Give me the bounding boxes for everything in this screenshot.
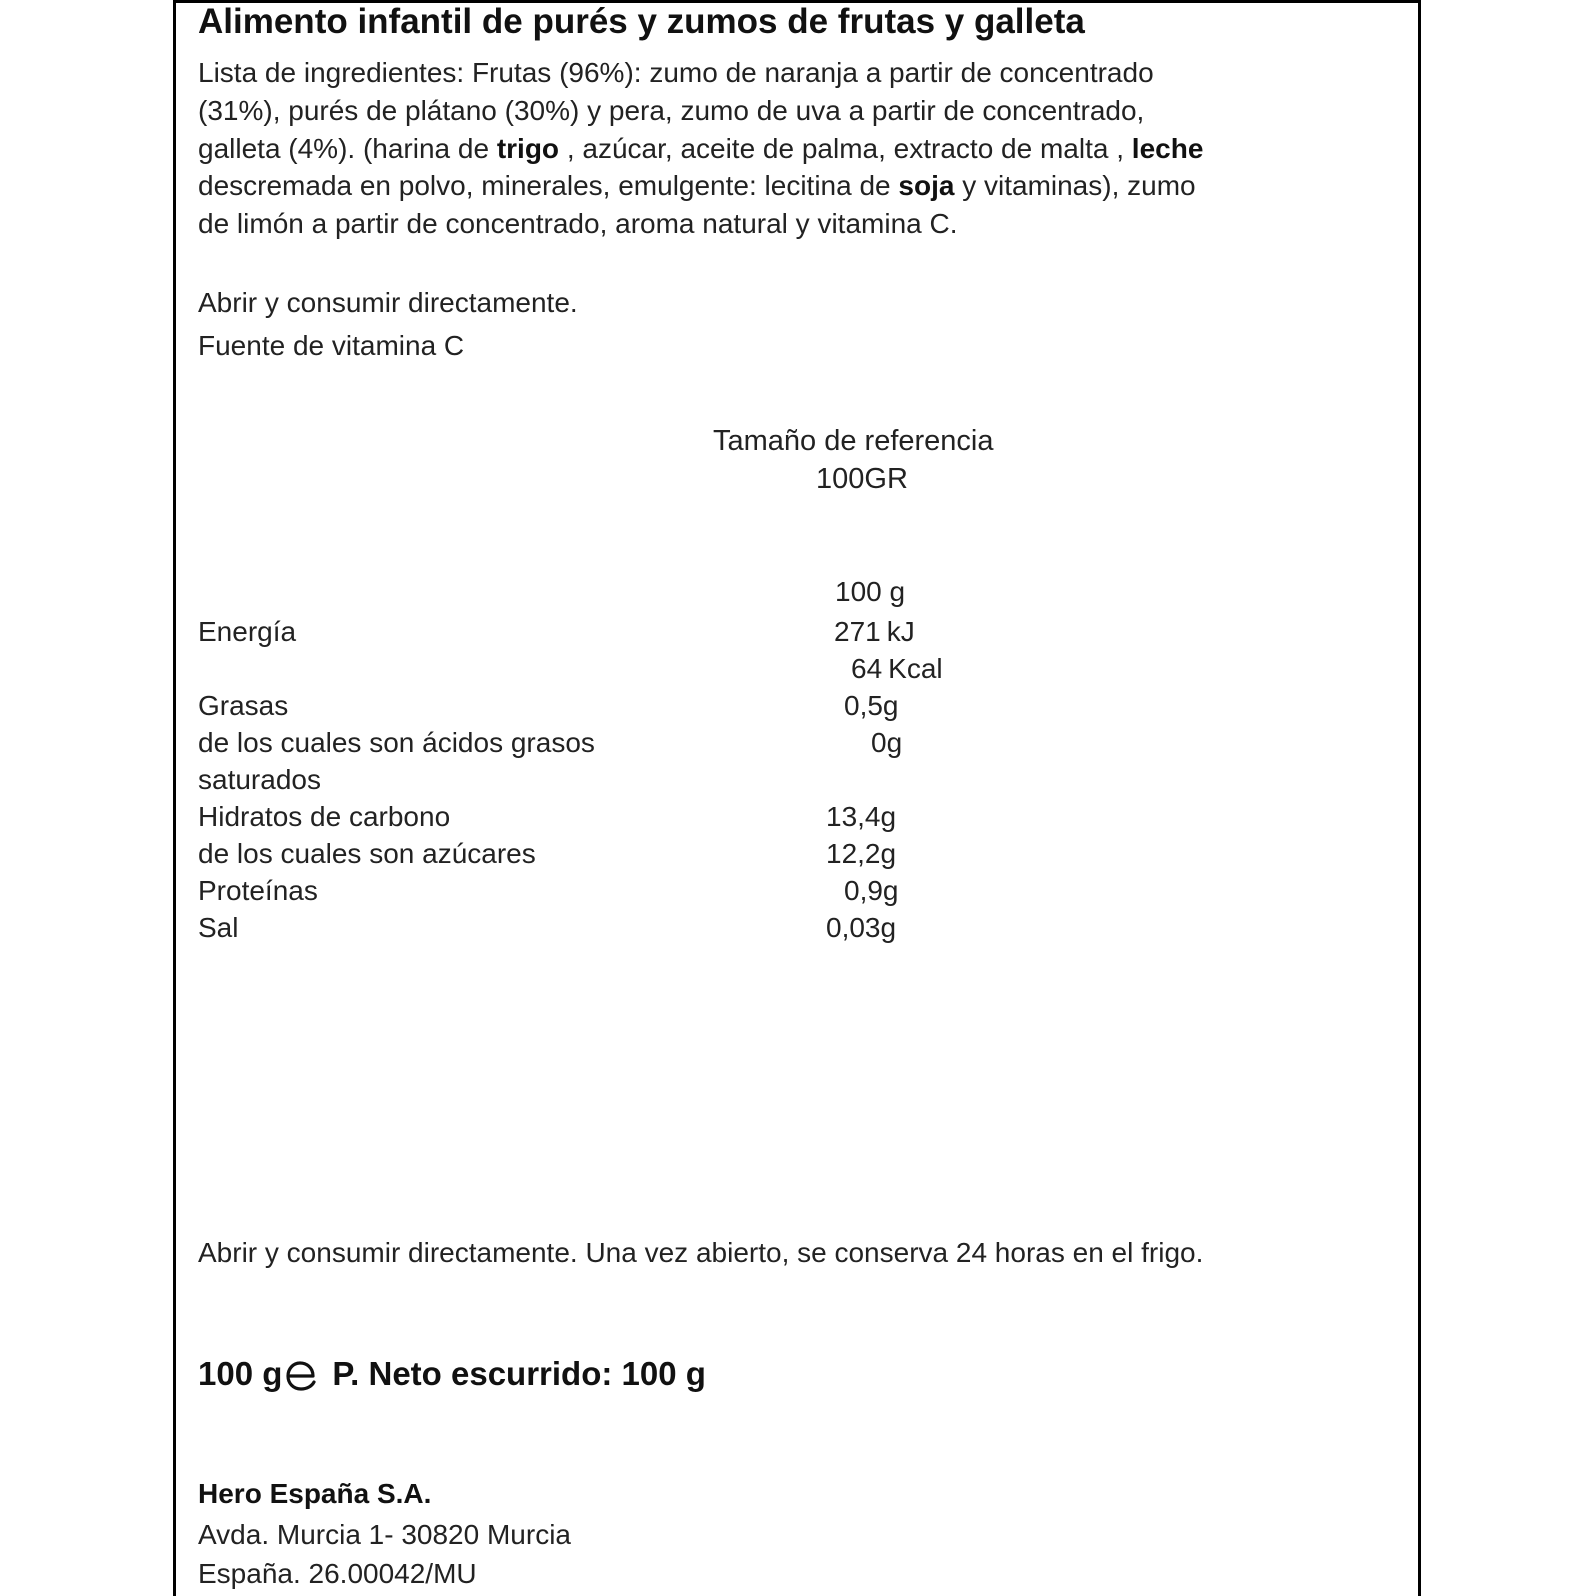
nutrition-label-saturated: de los cuales son ácidos grasos (198, 727, 595, 758)
storage-instructions: Abrir y consumir directamente. Una vez abierto, se conserva 24 horas en el frigo. (198, 1237, 1204, 1268)
nutrition-value-fat: 0,5g (844, 690, 899, 721)
product-title: Alimento infantil de purés y zumos de frutas y galleta (198, 2, 1085, 41)
nutrition-unit: kJ (886, 616, 915, 647)
manufacturer-name: Hero España S.A. (198, 1478, 432, 1509)
manufacturer-country-code: España. 26.00042/MU (198, 1558, 477, 1589)
nutrition-label-salt: Sal (198, 912, 239, 943)
ingredients-text: y vitaminas), zumo (954, 170, 1196, 202)
ingredients-text: descremada en polvo, minerales, emulgente: lecitina de (198, 170, 899, 202)
nutrition-value-energy-kj (834, 616, 915, 648)
nutrition-label-carbohydrates: Hidratos de carbono (198, 801, 451, 832)
net-weight-line (198, 1355, 706, 1399)
ingredients-line (198, 130, 1378, 168)
usage-open-consume: Abrir y consumir directamente. (198, 287, 578, 318)
ingredients-text: galleta (4%). (harina de (198, 132, 497, 164)
nutrition-value-carbohydrates: 13,4g (826, 801, 897, 832)
nutrition-label-sugars: de los cuales son azúcares (198, 838, 536, 869)
reference-size-amount: 100GR (816, 463, 908, 495)
nutrition-number: 271 (834, 616, 881, 647)
nutrition-unit: Kcal (888, 653, 943, 684)
ingredients-line: Lista de ingredientes: Frutas (96%): zumo de naranja a partir de concentrado (198, 57, 1154, 88)
allergen-wheat: trigo (496, 132, 560, 164)
ingredients-list (198, 54, 1378, 243)
nutrition-label-protein: Proteínas (198, 875, 318, 906)
reference-size-title: Tamaño de referencia (713, 425, 994, 457)
nutrition-value-sugars: 12,2g (826, 838, 897, 869)
nutrition-value-protein: 0,9g (844, 875, 899, 906)
nutrition-column-header: 100 g (835, 576, 906, 607)
nutrition-value-salt: 0,03g (826, 912, 897, 943)
ingredients-text: , azúcar, aceite de palma, extracto de malta , (559, 132, 1132, 164)
drained-net-weight: P. Neto escurrido: 100 g (332, 1355, 706, 1392)
nutrition-number: 64 (851, 653, 883, 684)
nutrition-value-energy-kcal (851, 653, 943, 685)
ingredients-line (198, 167, 1378, 205)
allergen-soy: soja (898, 170, 955, 202)
nutrition-label-fat: Grasas (198, 690, 289, 721)
ingredients-line: (31%), purés de plátano (30%) y pera, zumo de uva a partir de concentrado, (198, 94, 1145, 126)
nutrition-value-saturated: 0g (871, 727, 903, 758)
vitamin-source: Fuente de vitamina C (198, 330, 465, 361)
allergen-milk: leche (1131, 132, 1204, 164)
nutrition-label-energy: Energía (198, 616, 297, 647)
manufacturer-address: Avda. Murcia 1- 30820 Murcia (198, 1519, 571, 1550)
ingredients-line: de limón a partir de concentrado, aroma natural y vitamina C. (198, 208, 958, 240)
nutrition-label-saturated-cont: saturados (198, 764, 321, 795)
net-weight: 100 g (198, 1355, 283, 1392)
estimated-sign-icon (284, 1361, 318, 1399)
